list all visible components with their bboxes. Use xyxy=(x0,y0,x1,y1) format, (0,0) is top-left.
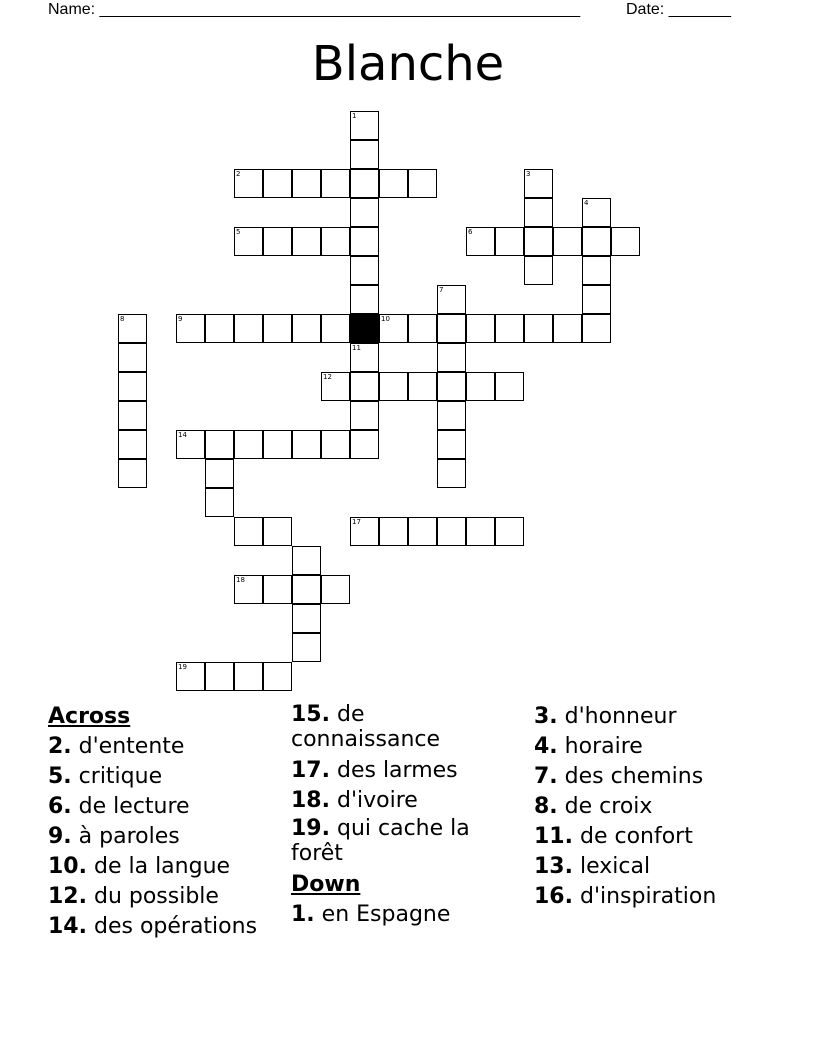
clue-item xyxy=(48,822,288,852)
grid-cell[interactable] xyxy=(234,169,263,198)
grid-cell[interactable] xyxy=(437,459,466,488)
clue-number: 17 xyxy=(352,518,361,526)
clue-item-text: d'entente xyxy=(78,734,185,759)
clue-item xyxy=(48,762,288,792)
clue-item xyxy=(48,732,288,762)
grid-cell[interactable] xyxy=(495,227,524,256)
grid-cell[interactable] xyxy=(582,285,611,314)
clue-item-text: horaire xyxy=(564,734,643,759)
clue-item-number: 3. xyxy=(534,704,558,729)
grid-cell[interactable] xyxy=(466,314,495,343)
clue-number: 5 xyxy=(236,228,241,236)
clue-item-number: 5. xyxy=(48,764,72,789)
clue-item-number: 8. xyxy=(534,794,558,819)
grid-cell[interactable] xyxy=(234,227,263,256)
clue-item-number: 12. xyxy=(48,884,87,909)
grid-cell[interactable] xyxy=(408,314,437,343)
grid-cell[interactable] xyxy=(263,169,292,198)
grid-cell[interactable] xyxy=(321,372,350,401)
grid-cell[interactable] xyxy=(379,314,408,343)
grid-cell[interactable] xyxy=(350,430,379,459)
grid-cell[interactable] xyxy=(553,227,582,256)
grid-cell[interactable] xyxy=(292,604,321,633)
clue-number: 1 xyxy=(352,112,357,120)
grid-cell[interactable] xyxy=(176,662,205,691)
clue-item-text: lexical xyxy=(579,854,651,879)
grid-cell[interactable] xyxy=(234,575,263,604)
grid-cell[interactable] xyxy=(437,401,466,430)
clue-item-number: 4. xyxy=(534,734,558,759)
clue-item-number: 11. xyxy=(534,824,573,849)
grid-cell[interactable] xyxy=(321,430,350,459)
clue-item-text: d'ivoire xyxy=(336,788,418,813)
grid-cell[interactable] xyxy=(524,198,553,227)
clue-item-text: d'honneur xyxy=(564,704,677,729)
grid-cell[interactable] xyxy=(524,256,553,285)
grid-cell[interactable] xyxy=(292,430,321,459)
clue-number: 3 xyxy=(526,170,531,178)
clue-item xyxy=(291,702,511,752)
grid-cell[interactable] xyxy=(263,430,292,459)
grid-cell[interactable] xyxy=(118,314,147,343)
grid-cell[interactable] xyxy=(176,430,205,459)
name-field-label: Name: ______________________________________________________ xyxy=(48,1,581,18)
grid-cell[interactable] xyxy=(611,227,640,256)
clue-item xyxy=(534,852,774,882)
grid-cell[interactable] xyxy=(263,662,292,691)
grid-cell[interactable] xyxy=(205,459,234,488)
grid-cell[interactable] xyxy=(321,314,350,343)
grid-cell[interactable] xyxy=(408,169,437,198)
clue-item-number: 9. xyxy=(48,824,72,849)
grid-cell[interactable] xyxy=(118,401,147,430)
clue-number: 8 xyxy=(120,315,125,323)
grid-cell[interactable] xyxy=(350,111,379,140)
grid-cell[interactable] xyxy=(524,169,553,198)
grid-cell[interactable] xyxy=(582,227,611,256)
clue-number: 4 xyxy=(584,199,589,207)
grid-cell[interactable] xyxy=(350,256,379,285)
grid-cell[interactable] xyxy=(321,575,350,604)
grid-cell[interactable] xyxy=(350,169,379,198)
clue-item-number: 13. xyxy=(534,854,573,879)
clue-item xyxy=(534,702,774,732)
clue-column-1 xyxy=(48,702,288,942)
clue-item xyxy=(534,792,774,822)
clue-item xyxy=(291,816,511,866)
clue-item xyxy=(48,912,288,942)
grid-cell[interactable] xyxy=(350,198,379,227)
clue-column-3 xyxy=(534,702,774,912)
grid-cell[interactable] xyxy=(437,517,466,546)
grid-cell[interactable] xyxy=(234,517,263,546)
grid-cell[interactable] xyxy=(350,372,379,401)
across-heading: Across xyxy=(48,704,131,729)
clue-item xyxy=(48,792,288,822)
grid-cell[interactable] xyxy=(379,169,408,198)
grid-cell[interactable] xyxy=(205,662,234,691)
grid-cell[interactable] xyxy=(437,372,466,401)
grid-cell[interactable] xyxy=(524,314,553,343)
clue-item-text: en Espagne xyxy=(321,902,451,927)
clue-item-number: 7. xyxy=(534,764,558,789)
clue-item xyxy=(534,762,774,792)
clue-item xyxy=(48,852,288,882)
grid-cell[interactable] xyxy=(437,285,466,314)
grid-block xyxy=(350,314,379,343)
grid-cell[interactable] xyxy=(379,517,408,546)
grid-cell[interactable] xyxy=(263,575,292,604)
clue-column-2 xyxy=(291,702,511,930)
grid-cell[interactable] xyxy=(292,575,321,604)
grid-cell[interactable] xyxy=(495,372,524,401)
grid-cell[interactable] xyxy=(437,314,466,343)
clue-item-number: 6. xyxy=(48,794,72,819)
grid-cell[interactable] xyxy=(553,314,582,343)
clue-item-text: du possible xyxy=(93,884,219,909)
grid-cell[interactable] xyxy=(524,227,553,256)
clue-item-number: 1. xyxy=(291,902,315,927)
grid-cell[interactable] xyxy=(205,314,234,343)
clue-item-number: 16. xyxy=(534,884,573,909)
clue-item xyxy=(291,756,511,786)
clue-number: 18 xyxy=(236,576,245,584)
clue-item xyxy=(534,822,774,852)
grid-cell[interactable] xyxy=(350,285,379,314)
clue-item-number: 14. xyxy=(48,914,87,939)
clue-item xyxy=(48,882,288,912)
grid-cell[interactable] xyxy=(292,314,321,343)
grid-cell[interactable] xyxy=(350,227,379,256)
clue-item-text: qui cache la forêt xyxy=(291,816,470,866)
clue-item-number: 18. xyxy=(291,788,330,813)
grid-cell[interactable] xyxy=(437,343,466,372)
grid-cell[interactable] xyxy=(292,169,321,198)
clue-item-text: de la langue xyxy=(93,854,231,879)
clue-item xyxy=(291,786,511,816)
grid-cell[interactable] xyxy=(466,517,495,546)
grid-cell[interactable] xyxy=(205,430,234,459)
clue-number: 14 xyxy=(178,431,187,439)
grid-cell[interactable] xyxy=(263,227,292,256)
grid-cell[interactable] xyxy=(350,343,379,372)
clue-number: 7 xyxy=(439,286,444,294)
clue-number: 11 xyxy=(352,344,361,352)
clue-number: 10 xyxy=(381,315,390,323)
clue-item-text: des larmes xyxy=(336,758,458,783)
grid-cell[interactable] xyxy=(495,517,524,546)
grid-cell[interactable] xyxy=(263,314,292,343)
clue-item-number: 19. xyxy=(291,816,330,841)
grid-cell[interactable] xyxy=(205,488,234,517)
clue-item-text: critique xyxy=(78,764,163,789)
grid-cell[interactable] xyxy=(350,517,379,546)
clue-item-number: 2. xyxy=(48,734,72,759)
grid-cell[interactable] xyxy=(437,430,466,459)
clue-item-number: 17. xyxy=(291,758,330,783)
grid-cell[interactable] xyxy=(466,227,495,256)
grid-cell[interactable] xyxy=(118,430,147,459)
clue-item xyxy=(291,900,511,930)
clue-item xyxy=(534,732,774,762)
clue-number: 2 xyxy=(236,170,241,178)
grid-cell[interactable] xyxy=(379,372,408,401)
clue-item xyxy=(534,882,774,912)
grid-cell[interactable] xyxy=(292,546,321,575)
clue-item-text: de connaissance xyxy=(291,702,441,752)
clue-item-text: à paroles xyxy=(78,824,180,849)
grid-cell[interactable] xyxy=(263,517,292,546)
clue-item-text: de croix xyxy=(564,794,653,819)
grid-cell[interactable] xyxy=(466,372,495,401)
date-field-label: Date: _______ xyxy=(626,1,731,18)
grid-cell[interactable] xyxy=(292,633,321,662)
clue-item-text: des chemins xyxy=(564,764,704,789)
clue-item-number: 10. xyxy=(48,854,87,879)
grid-cell[interactable] xyxy=(234,430,263,459)
grid-cell[interactable] xyxy=(495,314,524,343)
grid-cell[interactable] xyxy=(582,198,611,227)
clue-number: 19 xyxy=(178,663,187,671)
down-heading: Down xyxy=(291,872,361,897)
clue-item-text: des opérations xyxy=(93,914,258,939)
clue-number: 12 xyxy=(323,373,332,381)
grid-cell[interactable] xyxy=(118,343,147,372)
grid-cell[interactable] xyxy=(321,169,350,198)
clue-item-text: de confort xyxy=(579,824,693,849)
grid-cell[interactable] xyxy=(176,314,205,343)
clue-item-text: d'inspiration xyxy=(579,884,717,909)
grid-cell[interactable] xyxy=(234,314,263,343)
grid-cell[interactable] xyxy=(408,372,437,401)
grid-cell[interactable] xyxy=(350,140,379,169)
grid-cell[interactable] xyxy=(321,227,350,256)
grid-cell[interactable] xyxy=(582,256,611,285)
grid-cell[interactable] xyxy=(350,401,379,430)
clue-number: 9 xyxy=(178,315,183,323)
clue-item-number: 15. xyxy=(291,702,330,727)
grid-cell[interactable] xyxy=(408,517,437,546)
page-title: Blanche xyxy=(311,36,505,92)
grid-cell[interactable] xyxy=(118,459,147,488)
clue-item-text: de lecture xyxy=(78,794,190,819)
grid-cell[interactable] xyxy=(292,227,321,256)
grid-cell[interactable] xyxy=(118,372,147,401)
clue-number: 6 xyxy=(468,228,473,236)
grid-cell[interactable] xyxy=(582,314,611,343)
grid-cell[interactable] xyxy=(234,662,263,691)
